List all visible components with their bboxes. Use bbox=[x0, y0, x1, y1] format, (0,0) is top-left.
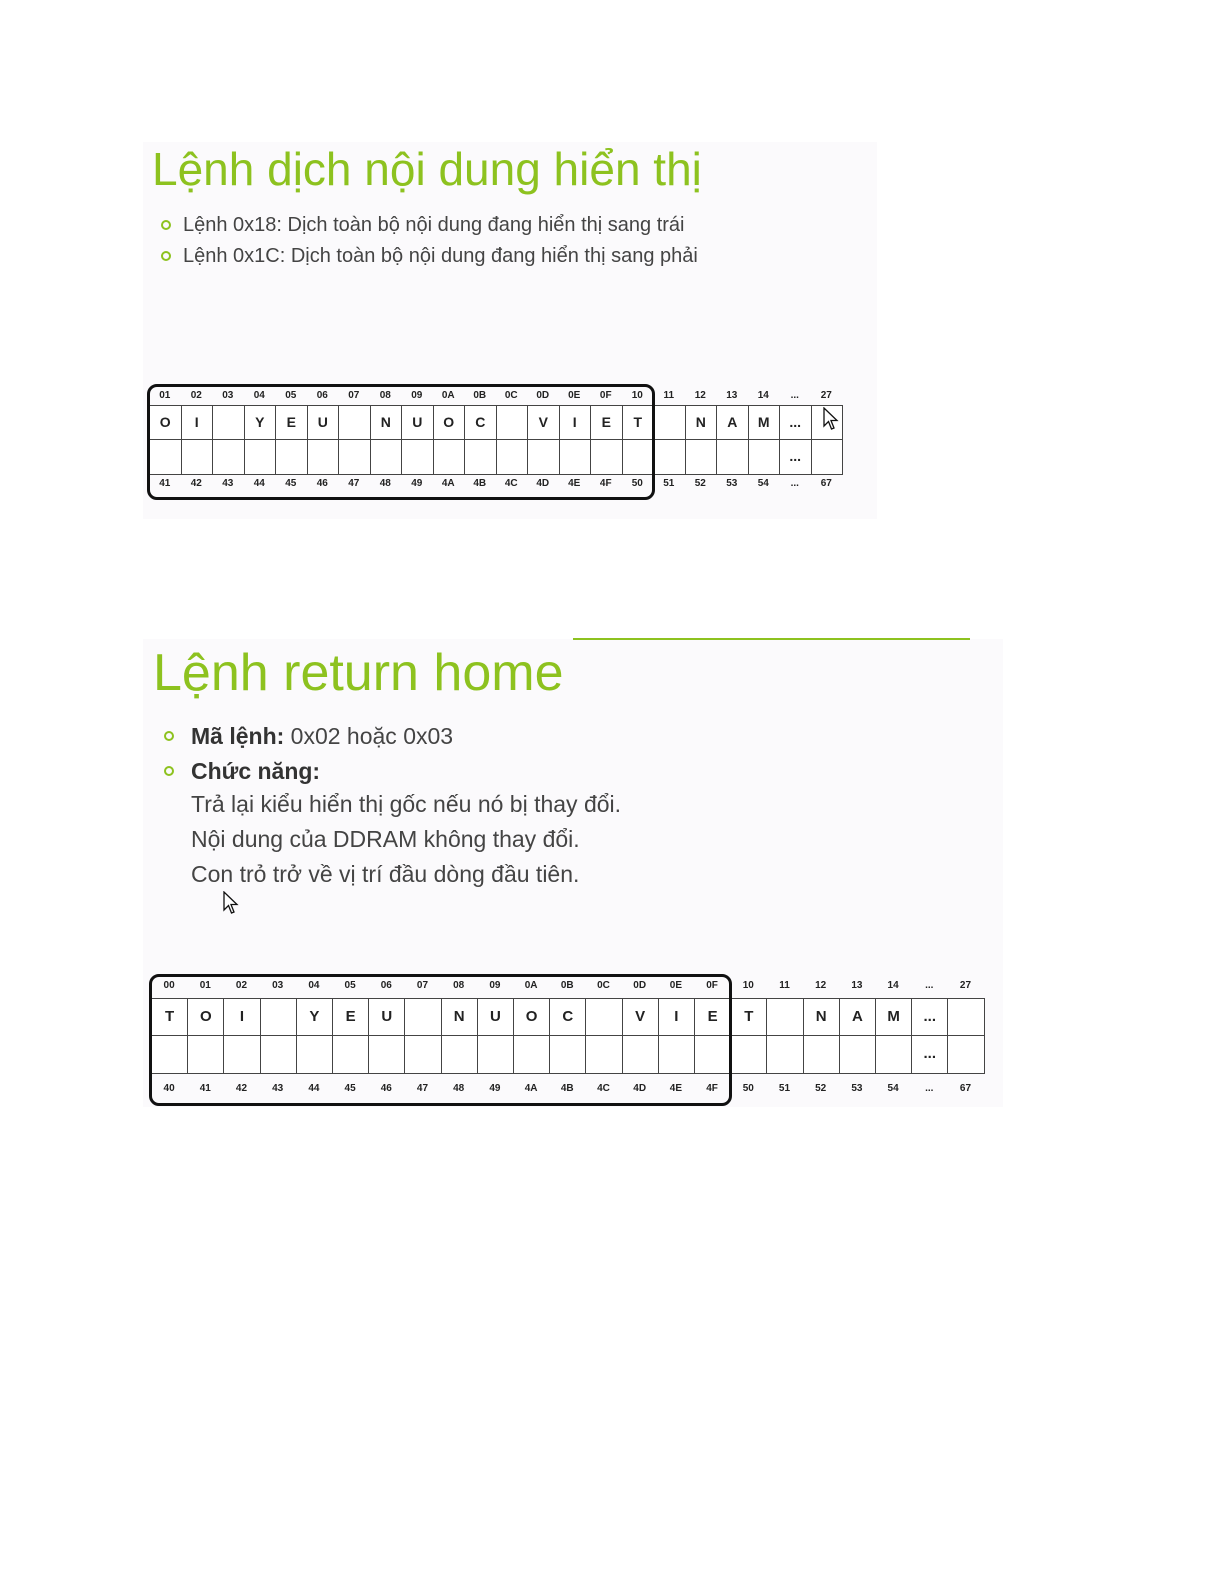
address-label: 0C bbox=[597, 980, 610, 991]
bullet-value: 0x02 hoặc 0x03 bbox=[284, 723, 454, 749]
slide-return-home bbox=[143, 639, 1003, 1107]
address-label: 13 bbox=[851, 980, 863, 991]
address-label: 0B bbox=[560, 980, 574, 991]
ddram-cell: I bbox=[182, 405, 214, 440]
address-label: 51 bbox=[663, 478, 675, 489]
address-label: 48 bbox=[379, 478, 391, 489]
ddram-cell: O bbox=[150, 405, 182, 440]
address-label: 11 bbox=[663, 390, 675, 401]
ddram-cell: M bbox=[749, 405, 781, 440]
ddram-cell: M bbox=[876, 998, 912, 1036]
address-label: 47 bbox=[348, 478, 360, 489]
address-label: 54 bbox=[757, 478, 769, 489]
function-line: Nội dung của DDRAM không thay đổi. bbox=[191, 826, 580, 852]
address-label: 05 bbox=[285, 390, 297, 401]
ddram-cell: I bbox=[659, 998, 695, 1036]
address-label: 08 bbox=[379, 390, 391, 401]
address-label: 12 bbox=[815, 980, 827, 991]
ddram-grid bbox=[151, 980, 984, 1098]
address-label: 4E bbox=[669, 1083, 682, 1094]
address-label: 10 bbox=[742, 980, 754, 991]
ddram-cell: A bbox=[840, 998, 876, 1036]
bullet-item bbox=[161, 210, 698, 241]
address-label: ... bbox=[925, 1083, 934, 1094]
ddram-cell bbox=[767, 1036, 803, 1074]
address-label: 27 bbox=[820, 390, 832, 401]
address-label: 0F bbox=[599, 390, 612, 401]
address-label: 4F bbox=[706, 1083, 718, 1094]
address-label: 0C bbox=[504, 390, 518, 401]
address-label: 51 bbox=[778, 1083, 791, 1094]
address-label: 46 bbox=[380, 1083, 392, 1094]
ddram-cell bbox=[767, 998, 803, 1036]
address-label: 14 bbox=[757, 390, 769, 401]
address-label: 4C bbox=[597, 1083, 610, 1094]
address-label: 04 bbox=[253, 390, 265, 401]
address-label: 43 bbox=[272, 1083, 284, 1094]
ddram-cell bbox=[686, 440, 718, 475]
address-label: 43 bbox=[222, 478, 234, 489]
ddram-cell: N bbox=[686, 405, 718, 440]
slide-title: Lệnh return home bbox=[153, 644, 564, 702]
address-label: 14 bbox=[887, 980, 899, 991]
address-label: 4A bbox=[441, 478, 455, 489]
address-label: 49 bbox=[489, 1083, 501, 1094]
address-label: 41 bbox=[199, 1083, 211, 1094]
function-line: Con trỏ trở về vị trí đầu dòng đầu tiên. bbox=[191, 861, 580, 887]
bullet-text: Lệnh 0x18: Dịch toàn bộ nội dung đang hiển thị sang trái bbox=[183, 214, 685, 236]
address-label: 45 bbox=[344, 1083, 356, 1094]
ddram-cell: T bbox=[731, 998, 767, 1036]
ddram-cell: O bbox=[188, 998, 224, 1036]
bullet-circle-icon bbox=[164, 766, 174, 776]
ddram-cell: T bbox=[152, 998, 188, 1036]
address-label: 4A bbox=[524, 1083, 538, 1094]
address-label: 07 bbox=[416, 980, 429, 991]
address-label: 0D bbox=[536, 390, 550, 401]
address-label: 00 bbox=[163, 980, 175, 991]
address-label: 4B bbox=[560, 1083, 574, 1094]
ddram-cell: N bbox=[804, 998, 840, 1036]
ddram-cell bbox=[876, 1036, 912, 1074]
ddram-cell: U bbox=[478, 998, 514, 1036]
ddram-cell: E bbox=[333, 998, 369, 1036]
address-label: 42 bbox=[190, 478, 202, 489]
bullet-list bbox=[161, 210, 698, 272]
address-label: 54 bbox=[887, 1083, 899, 1094]
address-label: 03 bbox=[272, 980, 284, 991]
ddram-cell: O bbox=[434, 405, 466, 440]
address-label: 0E bbox=[568, 390, 581, 401]
address-label: 45 bbox=[285, 478, 297, 489]
address-label: 52 bbox=[815, 1083, 827, 1094]
address-label: 02 bbox=[190, 390, 202, 401]
bullet-item bbox=[163, 719, 453, 754]
address-label: 47 bbox=[416, 1083, 429, 1094]
ddram-cell: C bbox=[465, 405, 497, 440]
address-label: 44 bbox=[253, 478, 265, 489]
address-label: 04 bbox=[308, 980, 320, 991]
ddram-cell: T bbox=[623, 405, 655, 440]
bullet-list bbox=[163, 719, 453, 789]
address-label: 53 bbox=[851, 1083, 863, 1094]
address-label: 4D bbox=[633, 1083, 647, 1094]
address-label: 53 bbox=[726, 478, 738, 489]
address-label: 52 bbox=[694, 478, 706, 489]
address-label: 4F bbox=[599, 478, 612, 489]
address-label: 44 bbox=[308, 1083, 320, 1094]
ddram-cell: E bbox=[695, 998, 731, 1036]
address-label: 41 bbox=[159, 478, 171, 489]
ddram-cell bbox=[812, 440, 844, 475]
address-label: 4C bbox=[504, 478, 518, 489]
ddram-cell bbox=[804, 1036, 840, 1074]
ddram-cell: O bbox=[514, 998, 550, 1036]
address-label: 02 bbox=[235, 980, 248, 991]
address-label: 48 bbox=[453, 1083, 465, 1094]
address-label: 01 bbox=[159, 390, 171, 401]
address-label: 46 bbox=[316, 478, 328, 489]
visible-window-frame bbox=[149, 974, 732, 1106]
address-label: 4B bbox=[473, 478, 487, 489]
ddram-cell: E bbox=[591, 405, 623, 440]
address-label: 08 bbox=[453, 980, 465, 991]
address-label: 06 bbox=[316, 390, 328, 401]
function-line: Trả lại kiểu hiển thị gốc nếu nó bị thay đổi. bbox=[191, 791, 622, 817]
address-label: 49 bbox=[411, 478, 423, 489]
address-label: ... bbox=[925, 980, 934, 991]
address-label: 05 bbox=[344, 980, 356, 991]
ddram-cell: Y bbox=[297, 998, 333, 1036]
address-label: 07 bbox=[348, 390, 360, 401]
address-label: 0A bbox=[441, 390, 455, 401]
bullet-circle-icon bbox=[161, 251, 171, 261]
address-label: 0E bbox=[669, 980, 682, 991]
ddram-cell: V bbox=[623, 998, 659, 1036]
ddram-cell: U bbox=[308, 405, 340, 440]
ddram-cell bbox=[654, 405, 686, 440]
ddram-cell: ... bbox=[780, 440, 812, 475]
address-label: 4E bbox=[568, 478, 581, 489]
ddram-cell: I bbox=[560, 405, 592, 440]
ddram-cell bbox=[717, 440, 749, 475]
ddram-cell: A bbox=[717, 405, 749, 440]
address-label: 42 bbox=[235, 1083, 248, 1094]
ddram-cell: Y bbox=[245, 405, 277, 440]
ddram-cell bbox=[948, 998, 984, 1036]
address-label: 11 bbox=[779, 980, 790, 991]
address-label: 50 bbox=[631, 478, 643, 489]
address-label: 40 bbox=[163, 1083, 175, 1094]
ddram-cell: ... bbox=[780, 405, 812, 440]
bullet-label: Mã lệnh: bbox=[191, 723, 285, 749]
ddram-cell: U bbox=[402, 405, 434, 440]
slide-shift-display bbox=[143, 142, 877, 519]
mouse-cursor-icon bbox=[223, 891, 239, 915]
ddram-cell bbox=[749, 440, 781, 475]
address-label: 50 bbox=[742, 1083, 754, 1094]
slide-title: Lệnh dịch nội dung hiển thị bbox=[152, 143, 702, 195]
bullet-item bbox=[163, 754, 453, 789]
ddram-cell bbox=[731, 1036, 767, 1074]
bullet-text: Lệnh 0x1C: Dịch toàn bộ nội dung đang hiển thị sang phải bbox=[183, 245, 698, 267]
visible-window-frame bbox=[147, 384, 655, 500]
ddram-cell: I bbox=[224, 998, 260, 1036]
address-label: 09 bbox=[411, 390, 423, 401]
ddram-cell: ... bbox=[912, 998, 948, 1036]
address-label: ... bbox=[790, 390, 799, 401]
bullet-label: Chức năng: bbox=[191, 758, 321, 784]
ddram-cell bbox=[654, 440, 686, 475]
bullet-circle-icon bbox=[161, 220, 171, 230]
ddram-cell: C bbox=[550, 998, 586, 1036]
title-divider bbox=[573, 638, 970, 640]
ddram-cell: ... bbox=[912, 1036, 948, 1074]
address-label: 10 bbox=[631, 390, 643, 401]
ddram-cell bbox=[948, 1036, 984, 1074]
address-label: 13 bbox=[726, 390, 738, 401]
ddram-grid bbox=[149, 390, 842, 492]
address-label: 27 bbox=[959, 980, 972, 991]
address-label: 4D bbox=[536, 478, 550, 489]
address-label: 0D bbox=[633, 980, 647, 991]
address-label: 67 bbox=[820, 478, 832, 489]
ddram-cell bbox=[840, 1036, 876, 1074]
ddram-cell: N bbox=[442, 998, 478, 1036]
address-label: 0F bbox=[706, 980, 718, 991]
address-label: 06 bbox=[380, 980, 392, 991]
ddram-cell: N bbox=[371, 405, 403, 440]
ddram-cell: U bbox=[369, 998, 405, 1036]
mouse-cursor-icon bbox=[823, 407, 839, 431]
bullet-circle-icon bbox=[164, 731, 174, 741]
address-label: 0A bbox=[524, 980, 538, 991]
address-label: 0B bbox=[473, 390, 487, 401]
address-label: 67 bbox=[959, 1083, 972, 1094]
address-label: 12 bbox=[694, 390, 706, 401]
address-label: 03 bbox=[222, 390, 234, 401]
bullet-item bbox=[161, 241, 698, 272]
ddram-cell: V bbox=[528, 405, 560, 440]
address-label: 09 bbox=[489, 980, 501, 991]
address-label: ... bbox=[790, 478, 799, 489]
ddram-cell: E bbox=[276, 405, 308, 440]
address-label: 01 bbox=[199, 980, 211, 991]
